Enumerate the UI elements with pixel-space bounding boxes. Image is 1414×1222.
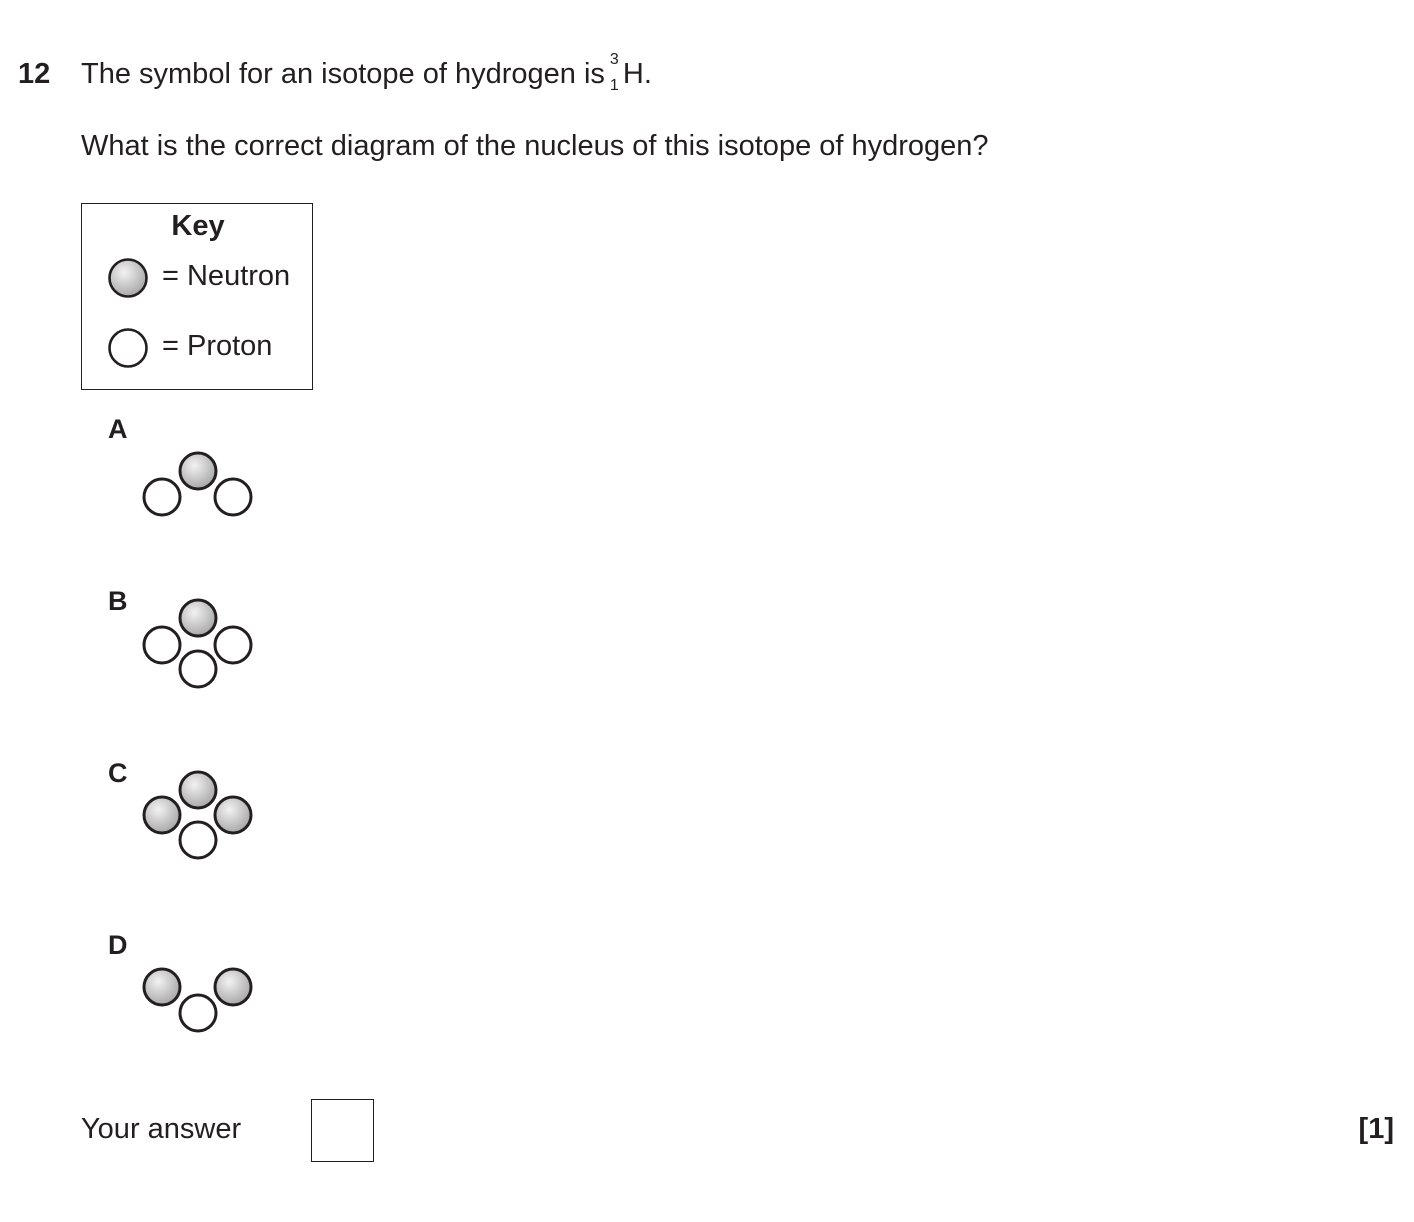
- proton-circle: [215, 627, 251, 663]
- proton-circle: [215, 479, 251, 515]
- neutron-circle: [180, 600, 216, 636]
- option-c-nucleus: [130, 762, 265, 862]
- marks-allocation: [1]: [1358, 1113, 1394, 1145]
- option-c-letter: C: [108, 758, 128, 788]
- neutron-circle: [180, 772, 216, 808]
- question-prompt: What is the correct diagram of the nucleus of this isotope of hydrogen?: [81, 130, 989, 162]
- key-neutron-label: = Neutron: [162, 260, 291, 292]
- proton-circle: [180, 651, 216, 687]
- proton-circle: [144, 627, 180, 663]
- stem-period: .: [643, 58, 652, 90]
- option-a-letter: A: [108, 414, 128, 444]
- neutron-circle: [215, 969, 251, 1005]
- mass-number: 3: [609, 51, 619, 68]
- answer-label: Your answer: [81, 1113, 242, 1145]
- option-d-nucleus: [130, 948, 265, 1048]
- isotope-symbol: H: [622, 58, 644, 90]
- question-number: 12: [18, 58, 51, 90]
- neutron-circle: [180, 453, 216, 489]
- option-b-nucleus: [130, 590, 265, 690]
- neutron-key-icon: [107, 257, 149, 299]
- neutron-circle: [215, 797, 251, 833]
- proton-circle: [144, 479, 180, 515]
- option-a-nucleus: [130, 440, 265, 540]
- atomic-number: 1: [609, 77, 619, 94]
- neutron-circle: [144, 797, 180, 833]
- key-box: [81, 203, 313, 390]
- key-proton-label: = Proton: [162, 330, 273, 362]
- option-d-letter: D: [108, 930, 128, 960]
- isotope-notation: [609, 51, 623, 94]
- stem-text: The symbol for an isotope of hydrogen is: [81, 58, 605, 90]
- answer-input-box[interactable]: [311, 1099, 374, 1162]
- key-title: Key: [171, 210, 225, 242]
- neutron-circle: [144, 969, 180, 1005]
- proton-circle: [180, 995, 216, 1031]
- proton-circle: [180, 822, 216, 858]
- question-stem: [81, 51, 652, 94]
- option-b-letter: B: [108, 586, 128, 616]
- proton-key-icon: [107, 327, 149, 369]
